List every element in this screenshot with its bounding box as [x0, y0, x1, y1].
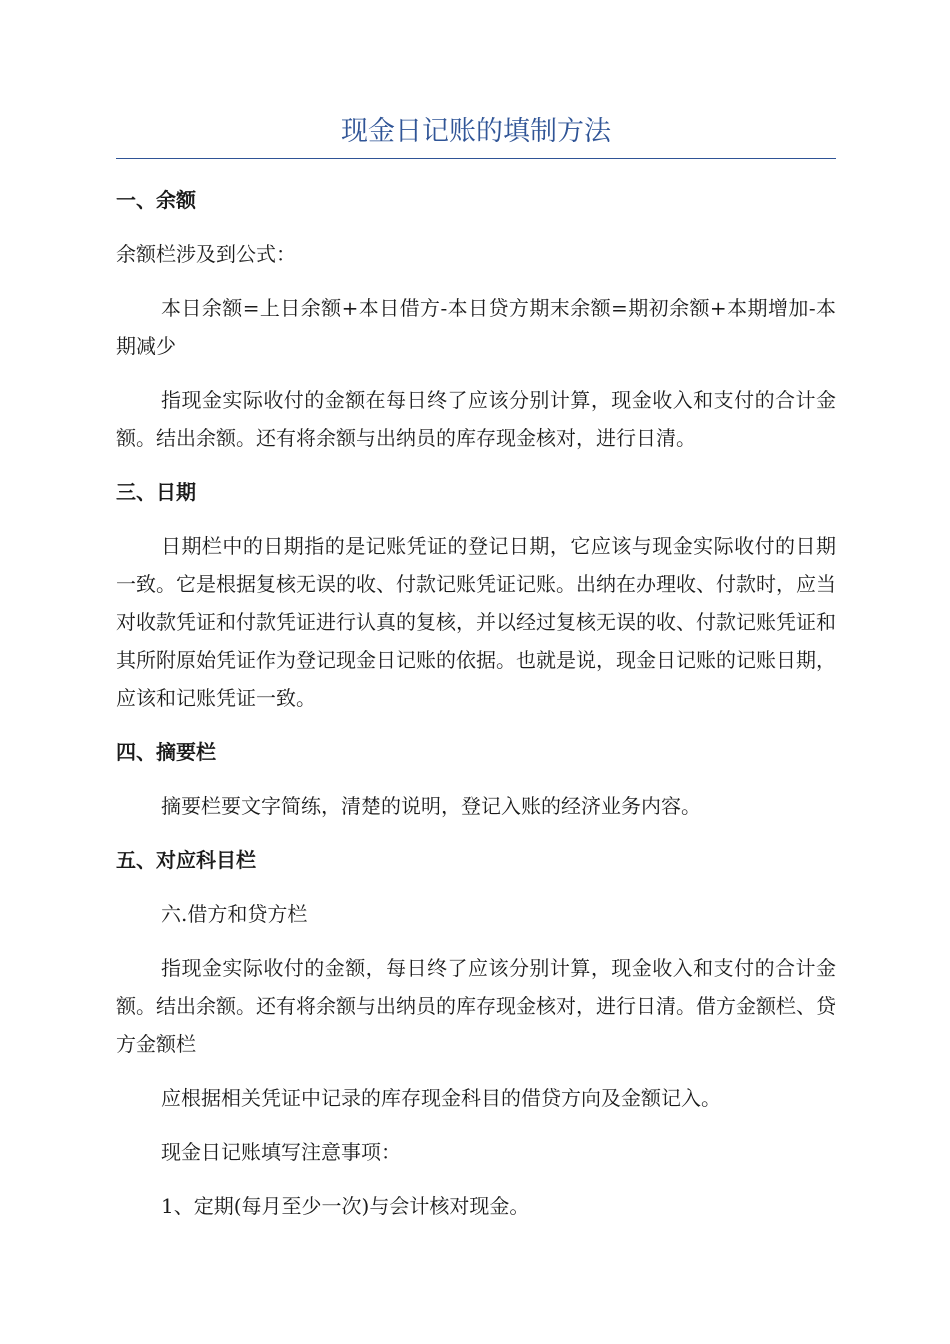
section-heading-date: 三、日期 — [116, 480, 196, 504]
paragraph: 余额栏涉及到公式： — [116, 242, 296, 266]
document-title: 现金日记账的填制方法 — [341, 116, 611, 147]
paragraph: 日期栏中的日期指的是记账凭证的登记日期，它应该与现金实际收付的日期一致。它是根据复核无误的收、付款记账凭证记账。出纳在办理收、付款时，应当对收款凭证和付款凭证进行认真的复核，并以经过复核无误的收、付款记账凭证和其所附原始凭证作为登记现金日记账的依据。也就是说，现金日记账的记账日期，应该和记账凭证一致。 — [116, 534, 836, 710]
section-heading-summary: 四、摘要栏 — [116, 740, 216, 764]
paragraph: 指现金实际收付的金额，每日终了应该分别计算，现金收入和支付的合计金额。结出余额。还有将余额与出纳员的库存现金核对，进行日清。借方金额栏、贷方金额栏 — [116, 956, 836, 1056]
section-heading-counter-account: 五、对应科目栏 — [116, 848, 256, 872]
paragraph: 摘要栏要文字简练，清楚的说明，登记入账的经济业务内容。 — [161, 794, 701, 818]
paragraph: 1、定期(每月至少一次)与会计核对现金。 — [161, 1194, 530, 1218]
paragraph: 指现金实际收付的金额在每日终了应该分别计算，现金收入和支付的合计金额。结出余额。还有将余额与出纳员的库存现金核对，进行日清。 — [116, 388, 836, 450]
paragraph: 现金日记账填写注意事项： — [161, 1140, 401, 1164]
document-page — [116, 112, 836, 1241]
paragraph: 本日余额=上日余额+本日借方-本日贷方期末余额=期初余额+本期增加-本期减少 — [116, 296, 836, 358]
paragraph: 六.借方和贷方栏 — [161, 902, 308, 926]
paragraph: 应根据相关凭证中记录的库存现金科目的借贷方向及金额记入。 — [161, 1086, 721, 1110]
section-heading-balance: 一、余额 — [116, 188, 196, 212]
title-underline — [116, 158, 836, 159]
